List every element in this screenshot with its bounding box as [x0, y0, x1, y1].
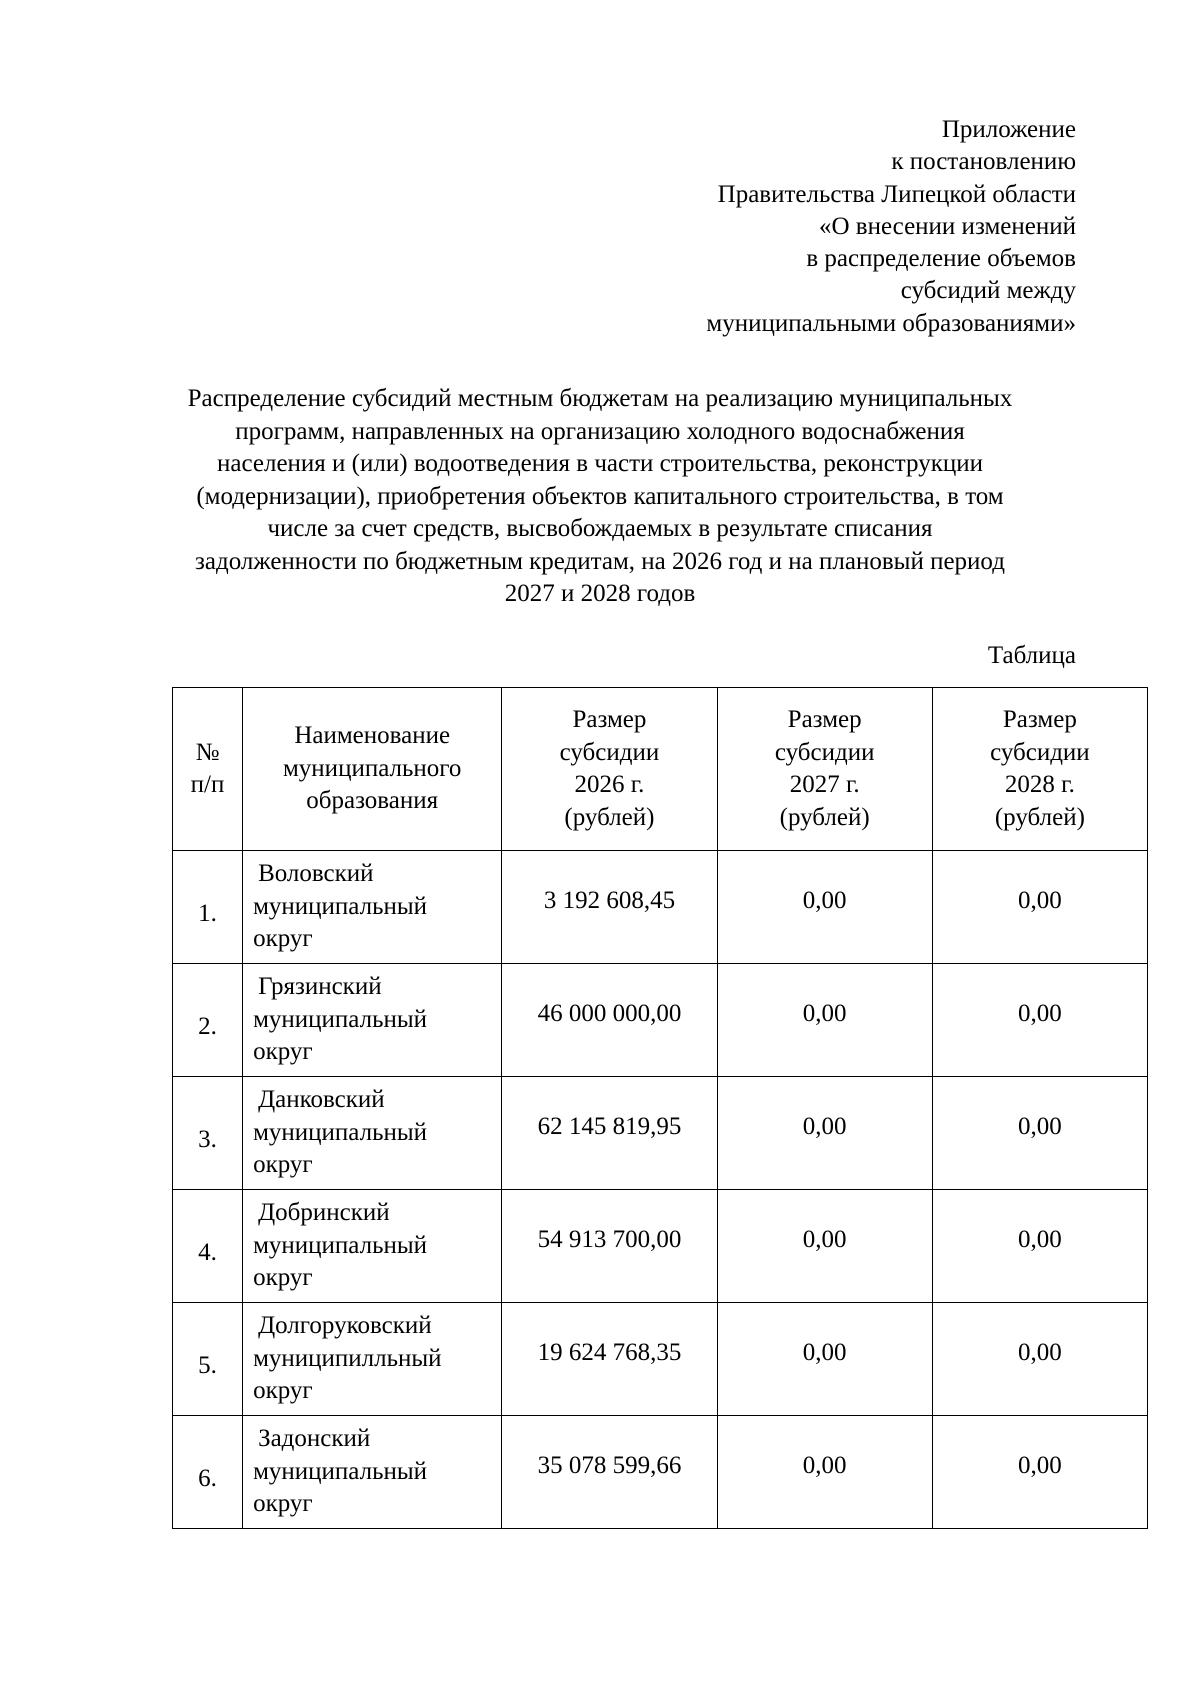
table-row [173, 1077, 1148, 1190]
subsidy-2028: 0,00 [932, 851, 1147, 964]
header-line: субсидии [774, 738, 875, 766]
document-title [150, 383, 1050, 611]
subsidy-2027: 0,00 [717, 1303, 932, 1416]
header-line: п/п [190, 771, 225, 798]
table-row [173, 1303, 1148, 1416]
name-line: округ [253, 1490, 313, 1518]
header-line: Размер [787, 706, 862, 733]
header-line: муниципального [282, 754, 462, 782]
subsidy-2027: 0,00 [717, 851, 932, 964]
header-subsidy-2027 [717, 688, 932, 851]
row-number: 2. [173, 964, 243, 1077]
name-line: Задонский [258, 1425, 371, 1453]
header-line: Размер [572, 706, 647, 733]
title-line: числе за счет средств, высвобождаемых в результате списания [267, 515, 933, 542]
municipality-name [243, 1416, 502, 1529]
table-label: Таблица [987, 642, 1076, 669]
title-line: 2027 и 2028 годов [504, 580, 696, 607]
subsidies-table [172, 687, 1148, 1529]
municipality-name [243, 964, 502, 1077]
header-line: № [195, 738, 220, 766]
row-number: 1. [173, 851, 243, 964]
header-line: образования [306, 787, 439, 815]
subsidy-2026: 3 192 608,45 [502, 851, 717, 964]
header-line: Наименование [294, 722, 451, 750]
appendix-line: «О внесении изменений [818, 212, 1076, 240]
subsidy-2028: 0,00 [932, 1190, 1147, 1303]
header-line: Размер [1002, 706, 1077, 733]
municipality-name [243, 1077, 502, 1190]
title-line: программ, направленных на организацию холодного водоснабжения [235, 417, 965, 445]
name-line: муниципальный [253, 1005, 428, 1033]
table-row [173, 1416, 1148, 1529]
subsidy-2027: 0,00 [717, 1416, 932, 1529]
subsidy-2027: 0,00 [717, 964, 932, 1077]
title-line: населения и (или) водоотведения в части строительства, реконструкции [217, 450, 983, 477]
appendix-line: Приложение [941, 116, 1076, 143]
table-row [173, 1190, 1148, 1303]
name-line: Долгоруковский [258, 1312, 432, 1340]
row-number: 4. [173, 1190, 243, 1303]
table-header-row [173, 688, 1148, 851]
name-line: муниципальный [253, 892, 428, 920]
appendix-line: муниципальными образованиями» [706, 309, 1076, 337]
municipality-name [243, 1190, 502, 1303]
header-line: (рублей) [994, 803, 1085, 831]
table-row [173, 964, 1148, 1077]
name-line: муниципилльный [253, 1344, 442, 1372]
header-municipality [243, 688, 502, 851]
header-line: 2027 г. [789, 771, 860, 798]
name-line: округ [253, 1377, 313, 1405]
header-line: (рублей) [564, 803, 655, 831]
header-line: субсидии [559, 738, 660, 766]
name-line: Данковский [258, 1086, 385, 1114]
row-number: 6. [173, 1416, 243, 1529]
appendix-line: Правительства Липецкой области [717, 180, 1076, 208]
subsidy-2028: 0,00 [932, 1416, 1147, 1529]
name-line: округ [253, 1151, 313, 1179]
appendix-block [706, 114, 1076, 340]
name-line: Воловский [258, 860, 374, 888]
row-number: 5. [173, 1303, 243, 1416]
header-line: (рублей) [779, 803, 870, 831]
header-line: 2026 г. [574, 771, 645, 798]
table-row [173, 851, 1148, 964]
name-line: муниципальный [253, 1118, 428, 1146]
title-line: задолженности по бюджетным кредитам, на 2026 год и на плановый период [195, 547, 1005, 575]
subsidy-2028: 0,00 [932, 1303, 1147, 1416]
subsidy-2028: 0,00 [932, 964, 1147, 1077]
municipality-name [243, 1303, 502, 1416]
subsidy-2026: 62 145 819,95 [502, 1077, 717, 1190]
municipality-name [243, 851, 502, 964]
name-line: округ [253, 1264, 313, 1292]
row-number: 3. [173, 1077, 243, 1190]
name-line: Грязинский [258, 973, 382, 1001]
header-line: 2028 г. [1004, 771, 1075, 798]
title-line: Распределение субсидий местным бюджетам на реализацию муниципальных [187, 385, 1013, 412]
header-subsidy-2026 [502, 688, 717, 851]
subsidy-2026: 54 913 700,00 [502, 1190, 717, 1303]
subsidy-2027: 0,00 [717, 1190, 932, 1303]
subsidy-2026: 19 624 768,35 [502, 1303, 717, 1416]
name-line: муниципальный [253, 1457, 428, 1485]
appendix-line: субсидий между [900, 277, 1076, 305]
header-line: субсидии [990, 738, 1090, 766]
title-line: (модернизации), приобретения объектов капитального строительства, в том [196, 482, 1004, 510]
name-line: муниципальный [253, 1231, 428, 1259]
header-subsidy-2028 [932, 688, 1147, 851]
name-line: округ [253, 1038, 313, 1066]
subsidy-2026: 46 000 000,00 [502, 964, 717, 1077]
name-line: Добринский [258, 1199, 390, 1227]
subsidy-2027: 0,00 [717, 1077, 932, 1190]
header-number [173, 688, 243, 851]
appendix-line: к постановлению [891, 148, 1076, 176]
appendix-line: в распределение объемов [806, 245, 1076, 273]
subsidy-2026: 35 078 599,66 [502, 1416, 717, 1529]
name-line: округ [253, 925, 313, 953]
subsidy-2028: 0,00 [932, 1077, 1147, 1190]
